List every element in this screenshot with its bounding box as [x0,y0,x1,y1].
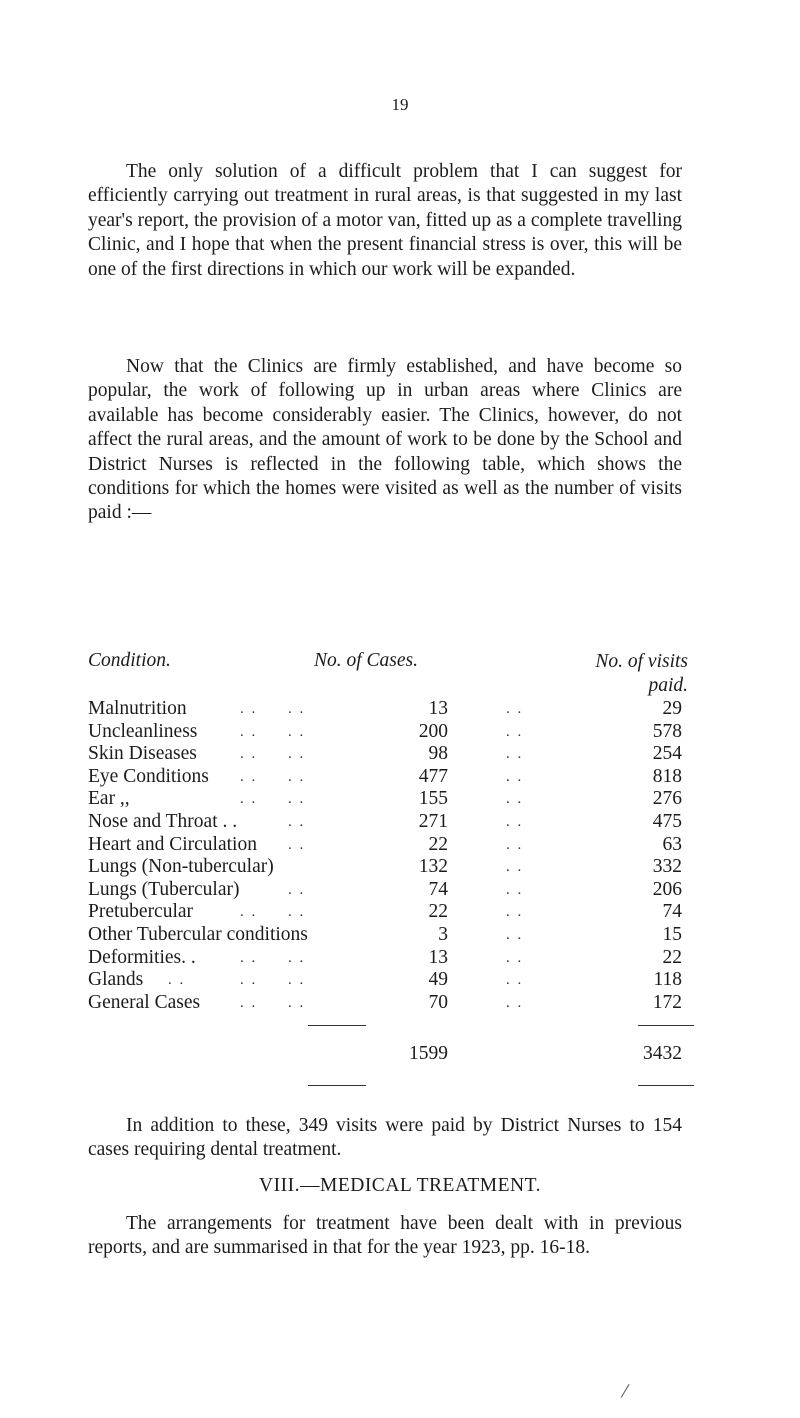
dot-leader: . . [240,701,258,717]
table-row [88,811,688,834]
dot-leader: . . [288,904,306,921]
row-cases: 49 [428,969,448,991]
dot-leader: . . [506,746,524,763]
table-row [88,856,688,879]
row-condition: Uncleanliness [88,720,198,742]
dot-leader: . . [288,881,306,898]
row-condition: Lungs (Tubercular) [88,878,240,900]
table-row [88,924,688,947]
table-row [88,788,688,811]
dot-leader: . . [240,746,258,763]
dot-leader: . . [506,926,524,943]
dot-leader: . . [288,746,306,763]
table-row [88,947,688,970]
dot-leader: . . [240,904,258,921]
dot-leader: . . [506,836,524,853]
table-row [88,834,688,857]
row-condition: Ear ,, [88,788,130,810]
table-row [88,992,688,1015]
dot-leader: . . [240,791,258,808]
table-row [88,721,688,744]
row-cases: 477 [418,765,448,787]
dot-leader: . . [506,768,524,785]
page-number: 19 [391,95,409,114]
row-condition: Deformities. . [88,946,196,968]
total-rule-visits-bottom [638,1085,694,1086]
dot-leader: . . [288,701,306,717]
row-visits: 578 [652,720,682,742]
dot-leader: . . [506,949,524,966]
row-cases: 132 [418,856,448,878]
dot-leader: . . [288,723,306,740]
row-visits: 254 [652,743,682,765]
dot-leader: . . [288,972,306,989]
row-cases: 98 [428,743,448,765]
paragraph-clinics-following-up: Now that the Clinics are firmly established, and have become so popular, the work of following up in urban areas where Clinics are available has become considerably easier. The Clinics, however, do not affect the rural areas, and the amount of work to be done by the School and District Nurses is reflected in the following table, which shows the conditions for which the homes were visited as well as the number of visits paid :— [88,356,682,524]
dot-leader: . . [288,836,306,853]
row-cases: 70 [428,991,448,1013]
row-condition: Glands [88,969,144,991]
row-cases: 155 [418,788,448,810]
total-rule-cases-top [308,1025,366,1026]
dot-leader: . . [288,994,306,1011]
dot-leader: . . [506,701,524,717]
visits-table [88,698,688,1014]
total-visits: 3432 [643,1043,682,1064]
total-cases: 1599 [409,1043,448,1064]
dot-leader: . . [240,949,258,966]
table-row [88,879,688,902]
section-heading: VIII.—MEDICAL TREATMENT. [259,1175,541,1196]
row-visits: 118 [653,969,682,991]
paragraph-dental-visits: In addition to these, 349 visits were paid by District Nurses to 154 cases requiring dental treatment. [88,1115,682,1161]
dot-leader: . . [506,723,524,740]
table-row [88,766,688,789]
paragraph-rural-treatment: The only solution of a difficult problem that I can suggest for efficiently carrying out treatment in rural areas, is that suggested in my last year's report, the provision of a motor van, fitted up as a complete travelling Clinic, and I hope that when the present financial stress is over, this will be one of the first directions in which our work will be expanded. [88,161,682,280]
dot-leader: . . [288,791,306,808]
row-cases: 13 [428,946,448,968]
dot-leader: . . [240,972,258,989]
row-condition: Nose and Throat . . [88,810,238,832]
dot-leader: . . [506,904,524,921]
row-cases: 271 [418,810,448,832]
table-header [88,650,688,700]
row-condition: Heart and Circulation [88,833,257,855]
table-row [88,698,688,721]
row-visits: 74 [662,901,682,923]
row-cases: 22 [428,901,448,923]
header-visits-line2: paid. [648,675,688,696]
row-visits: 29 [662,698,682,719]
totals-row [88,1043,688,1067]
row-visits: 172 [652,991,682,1013]
header-cases: No. of Cases. [314,650,419,671]
row-condition: Pretubercular [88,901,194,923]
dot-leader: . . [240,768,258,785]
header-visits-line1: No. of visits [595,651,688,672]
row-cases: 22 [428,833,448,855]
dot-leader: . . [240,723,258,740]
row-visits: 63 [662,833,682,855]
row-condition: Other Tubercular conditions [88,923,308,945]
row-visits: 22 [662,946,682,968]
total-rule-visits-top [638,1025,694,1026]
row-condition: Lungs (Non-tubercular) [88,856,274,878]
row-visits: 206 [652,878,682,900]
row-cases: 13 [428,698,448,719]
row-visits: 818 [652,765,682,787]
row-cases: 3 [438,923,448,945]
row-visits: 332 [652,856,682,878]
row-condition: Malnutrition [88,698,187,719]
table-row [88,969,688,992]
dot-leader: . . [240,994,258,1011]
row-cases: 200 [418,720,448,742]
dot-leader: . . [506,972,524,989]
row-condition: Skin Diseases [88,743,197,765]
row-condition: General Cases [88,991,201,1013]
row-cases: 74 [428,878,448,900]
table-row [88,901,688,924]
dot-leader: . . [506,994,524,1011]
header-condition: Condition. [88,650,171,671]
row-visits: 276 [652,788,682,810]
header-visits [595,650,688,698]
row-visits: 15 [662,923,682,945]
dot-leader: . . [506,881,524,898]
row-visits: 475 [652,810,682,832]
paragraph-arrangements: The arrangements for treatment have been dealt with in previous reports, and are summarised in that for the year 1923, pp. 16-18. [88,1213,682,1259]
dot-leader: . . [288,949,306,966]
dot-leader: . . [506,813,524,830]
dot-leader: . . [288,813,306,830]
dot-leader: . . [168,972,186,989]
stray-pen-mark: / [619,1377,631,1404]
table-row [88,743,688,766]
total-rule-cases-bottom [308,1085,366,1086]
dot-leader: . . [288,768,306,785]
dot-leader: . . [506,859,524,876]
dot-leader: . . [506,791,524,808]
row-condition: Eye Conditions [88,765,209,787]
